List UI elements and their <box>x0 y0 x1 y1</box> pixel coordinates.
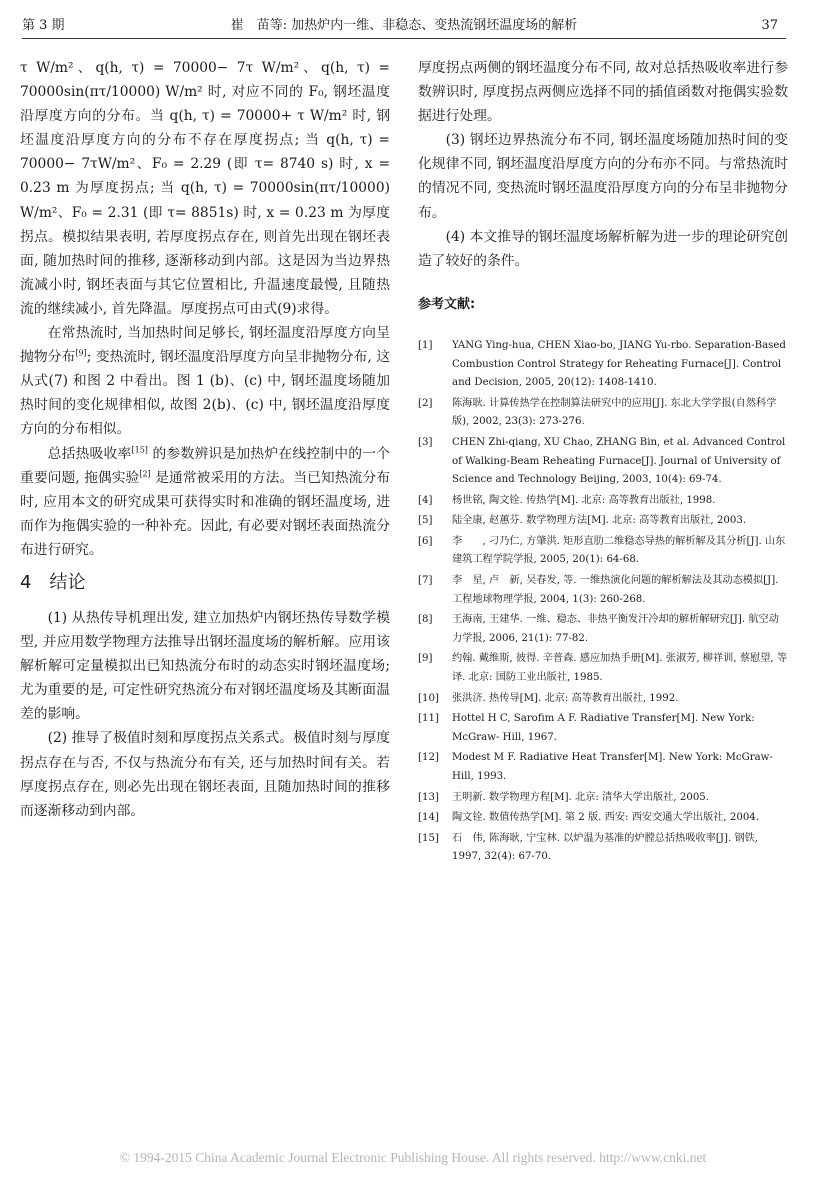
reference-number: [4] <box>418 494 433 506</box>
page-number: 37 <box>761 18 778 33</box>
running-header <box>22 14 786 39</box>
reference-text: 石 伟, 陈海耿, 宁宝林. 以炉温为基准的炉膛总括热吸收率[J]. 钢铁, 1997, 32(4): 67-70. <box>452 832 759 863</box>
reference-number: [5] <box>418 515 433 527</box>
reference-item <box>418 830 788 867</box>
reference-item <box>418 337 788 393</box>
reference-text: 王明新. 数学物理方程[M]. 北京: 清华大学出版社, 2005. <box>452 791 710 803</box>
reference-number: [12] <box>418 752 439 764</box>
reference-item <box>418 572 788 609</box>
reference-number: [15] <box>418 832 439 844</box>
reference-text: 李 , 刁乃仁, 方肇洪. 矩形直肋二维稳态导热的解析解及其分析[J]. 山东建筑工程学院学报, 2005, 20(1): 64-68. <box>452 535 786 566</box>
reference-text: 陶文铨. 数值传热学[M]. 第 2 版. 西安: 西安交通大学出版社, 2004. <box>452 812 760 824</box>
reference-text: Hottel H C, Sarofim A F. Radiative Transfer[M]. New York: McGraw- Hill, 1967. <box>452 713 755 743</box>
reference-item <box>418 789 788 808</box>
reference-text: 张洪济. 热传导[M]. 北京: 高等教育出版社, 1992. <box>452 692 679 704</box>
reference-number: [10] <box>418 692 439 704</box>
reference-item <box>418 492 788 511</box>
reference-list <box>418 337 788 867</box>
issue-number: 第 3 期 <box>22 18 65 33</box>
conclusion-item-3: (3) 钢坯边界热流分布不同, 钢坯温度场随加热时间的变化规律不同, 钢坯温度沿厚度方向的分布亦不同。与常热流时的情况不同, 变热流时钢坯温度沿厚度方向的分布呈非抛物分布。 <box>418 132 788 221</box>
references-heading: 参考文献: <box>418 296 476 312</box>
reference-text: 约翰. 戴维斯, 彼得. 辛普森. 感应加热手册[M]. 张淑芳, 柳祥训, 蔡慰望, 等译. 北京: 国防工业出版社, 1985. <box>452 653 788 684</box>
reference-item <box>418 395 788 432</box>
reference-text: 杨世铭, 陶文铨. 传热学[M]. 北京: 高等教育出版社, 1998. <box>452 494 716 506</box>
reference-item <box>418 434 788 490</box>
reference-text: 李 星, 卢 新, 吴春发, 等. 一维热演化问题的解析解法及其动态模拟[J]. 工程地球物理学报, 2004, 1(3): 260-268. <box>452 575 779 605</box>
citation: [2] <box>139 469 151 478</box>
reference-item <box>418 512 788 531</box>
reference-text: 陈海耿. 计算传热学在控制算法研究中的应用[J]. 东北大学学报(自然科学版), 2002, 23(3): 273-276. <box>452 397 777 428</box>
copyright-footer: © 1994-2015 China Academic Journal Electronic Publishing House. All rights reserved. http://www.cnki.net <box>119 1150 707 1165</box>
reference-item <box>418 809 788 828</box>
reference-number: [7] <box>418 575 433 587</box>
reference-number: [1] <box>418 339 433 351</box>
reference-number: [13] <box>418 791 439 803</box>
reference-number: [14] <box>418 812 439 824</box>
citation: [9] <box>75 348 87 358</box>
reference-number: [2] <box>418 397 433 409</box>
reference-item <box>418 611 788 648</box>
reference-text: YANG Ying-hua, CHEN Xiao-bo, JIANG Yu-rbo. Separation-Based Combustion Control Strategy for Reheating Furnace[J]. Control and Decision, 2005, 20(12): 1408-1410. <box>452 339 786 389</box>
reference-number: [9] <box>418 653 433 665</box>
header-title: 崔 苗等: 加热炉内一维、非稳态、变热流钢坯温度场的解析 <box>230 18 578 33</box>
conclusion-item-2-continued: 厚度拐点两侧的钢坯温度分布不同, 故对总括热吸收率进行参数辨识时, 厚度拐点两侧应选择不同的插值函数对拖偶实验数据进行处理。 <box>418 60 788 125</box>
conclusion-item-4: (4) 本文推导的钢坯温度场解析解为进一步的理论研究创造了较好的条件。 <box>418 228 788 269</box>
reference-item <box>418 690 788 709</box>
conclusion-item-1: (1) 从热传导机理出发, 建立加热炉内钢坯热传导数学模型, 并应用数学物理方法推导出钢坯温度场的解析解。应用该解析解可定量模拟出已知热流分布时的动态实时钢坯温度场; 尤为重要的是, 可定性研究热流分布对钢坯温度场及其断面温差的影响。 <box>20 609 390 723</box>
paragraph-identification: 总括热吸收率[15] 的参数辨识是加热炉在线控制中的一个重要问题, 拖偶实验[2] 是通常被采用的方法。当已知热流分布时, 应用本文的研究成果可获得实时和准确的钢坯温度场, 进而作为拖偶实验的一种补充。因此, 有必要对钢坯表面热流分布进行研究。 <box>20 444 391 558</box>
reference-item <box>418 650 788 687</box>
reference-number: [8] <box>418 614 433 626</box>
reference-text: 王海南, 王建华. 一维、稳态、非热平衡发汗冷却的解析解研究[J]. 航空动力学报, 2006, 21(1): 77-82. <box>452 614 779 644</box>
reference-number: [11] <box>418 713 439 725</box>
reference-text: Modest M F. Radiative Heat Transfer[M]. New York: McGraw-Hill, 1993. <box>452 752 773 782</box>
reference-text: 陆全康, 赵蕙芬. 数学物理方法[M]. 北京: 高等教育出版社, 2003. <box>452 515 747 527</box>
reference-number: [6] <box>418 535 433 547</box>
right-column <box>418 56 788 869</box>
conclusion-item-2: (2) 推导了极值时刻和厚度拐点关系式。极值时刻与厚度拐点存在与否, 不仅与热流分布有关, 还与加热时间有关。若厚度拐点存在, 则必先出现在钢坯表面, 且随加热时间的推移而逐渐移动到内部。 <box>20 730 390 819</box>
reference-text: CHEN Zhi-qiang, XU Chao, ZHANG Bin, et al. Advanced Control of Walking-Beam Reheating Furnace[J]. Journal of University of Science and Technology Beijing, 2003, 10(4): 69-74. <box>452 436 786 486</box>
citation: [15] <box>131 444 148 454</box>
reference-item <box>418 533 788 570</box>
reference-number: [3] <box>418 436 433 448</box>
paragraph-results: τ W/m²、q(h, τ) = 70000− 7τ W/m²、q(h, τ) = 70000sin(πτ/10000) W/m² 时, 对应不同的 F₀, 钢坯温度沿厚度方向的分布。当 q(h, τ) = 70000+ τ W/m² 时, 钢坯温度沿厚度方向的分布不存在厚度拐点; 当 q(h, τ) = 70000− 7τW/m²、F₀ = 2.29 (即 τ= 8740 s) 时, x = 0.23 m 为厚度拐点; 当 q(h, τ) = 70000sin(πτ/10000) W/m²、F₀ = 2.31 (即 τ= 8851s) 时, x = 0.23 m 为厚度拐点。模拟结果表明, 若厚度拐点存在, 则首先出现在钢坯表面, 随加热时间的推移, 逐渐移动到内部。这是因为当边界热流减小时, 钢坯表面与其它位置相比, 升温速度最慢, 且随热流的继续减小, 首先降温。厚度拐点可由式(9)求得。 <box>20 60 390 317</box>
reference-item <box>418 749 788 786</box>
section-heading-conclusion: 4 结论 <box>20 571 86 593</box>
paragraph-distribution: 在常热流时, 当加热时间足够长, 钢坯温度沿厚度方向呈抛物分布[9]; 变热流时, 钢坯温度沿厚度方向呈非抛物分布, 这从式(7) 和图 2 中看出。图 1 (b)、(c) 中, 钢坯温度场随加热时间的变化规律相似, 故图 2(b)、(c) 中, 钢坯温度沿厚度方向的分布相似。 <box>20 325 391 438</box>
left-column <box>20 56 390 823</box>
reference-item <box>418 710 788 747</box>
